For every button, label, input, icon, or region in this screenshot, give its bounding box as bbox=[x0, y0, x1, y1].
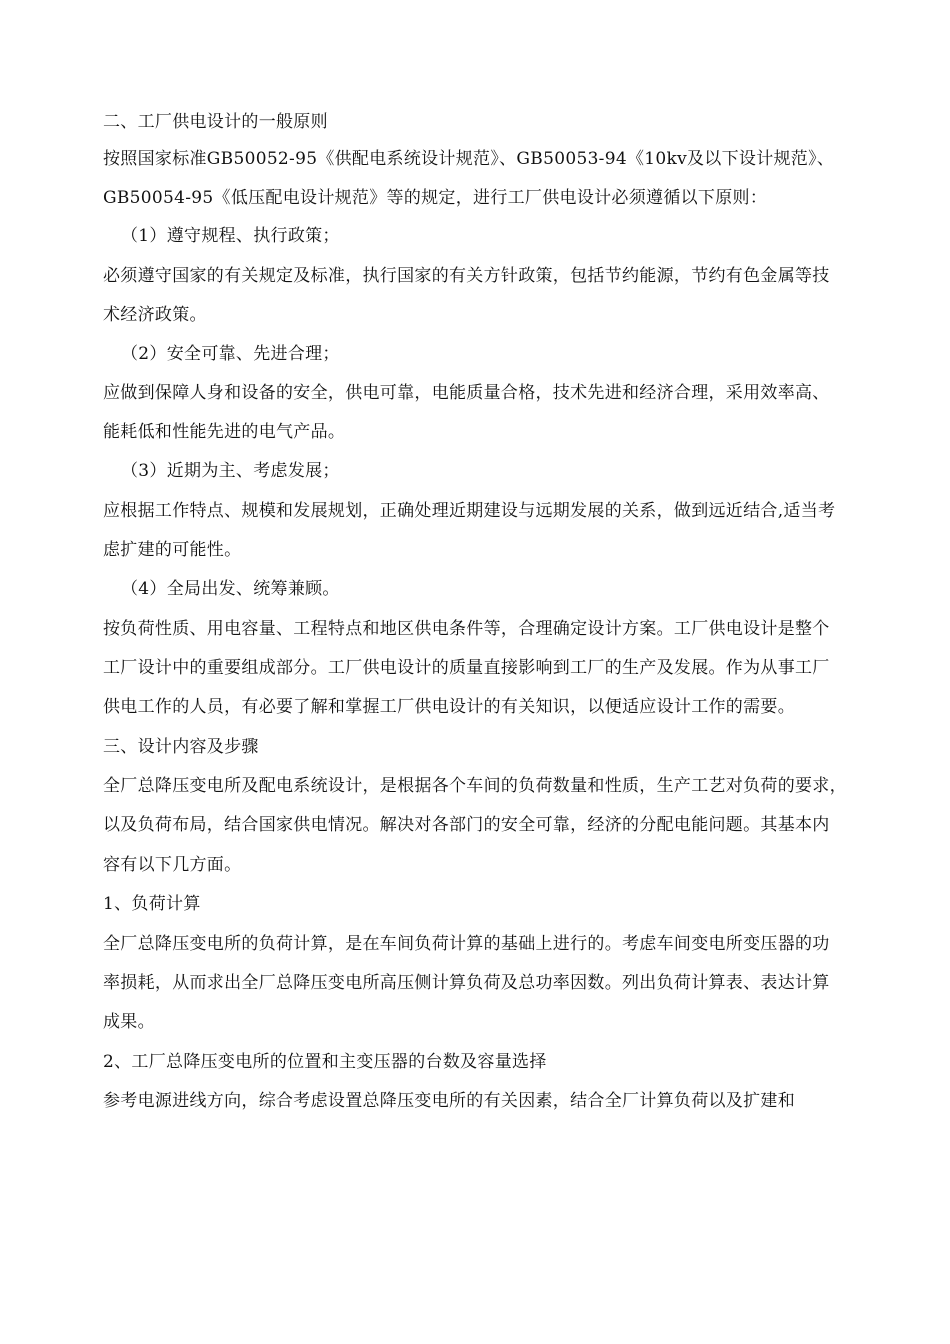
principle-heading-4: （4）全局出发、统筹兼顾。 bbox=[121, 579, 340, 599]
section-heading-3: 三、设计内容及步骤 bbox=[103, 737, 259, 757]
paragraph-line: 虑扩建的可能性。 bbox=[103, 540, 242, 560]
paragraph-line: 全厂总降压变电所及配电系统设计，是根据各个车间的负荷数量和性质，生产工艺对负荷的要求， bbox=[103, 776, 847, 796]
principle-heading-2: （2）安全可靠、先进合理； bbox=[121, 344, 340, 364]
subsection-heading-2: 2、工厂总降压变电所的位置和主变压器的台数及容量选择 bbox=[103, 1052, 547, 1072]
paragraph-line: 应根据工作特点、规模和发展规划，正确处理近期建设与远期发展的关系，做到远近结合,适当考 bbox=[103, 501, 836, 521]
paragraph-line: 成果。 bbox=[103, 1012, 155, 1032]
section-heading-2: 二、工厂供电设计的一般原则 bbox=[103, 112, 328, 132]
paragraph-line: 能耗低和性能先进的电气产品。 bbox=[103, 422, 346, 442]
paragraph-line: 以及负荷布局，结合国家供电情况。解决对各部门的安全可靠，经济的分配电能问题。其基本内 bbox=[103, 815, 830, 835]
paragraph-line: 容有以下几方面。 bbox=[103, 855, 242, 875]
subsection-heading-1: 1、负荷计算 bbox=[103, 894, 201, 914]
paragraph-line: 按负荷性质、用电容量、工程特点和地区供电条件等，合理确定设计方案。工厂供电设计是整个 bbox=[103, 619, 830, 639]
paragraph-line: GB50054-95《低压配电设计规范》等的规定，进行工厂供电设计必须遵循以下原则： bbox=[103, 188, 768, 208]
paragraph-line: 率损耗，从而求出全厂总降压变电所高压侧计算负荷及总功率因数。列出负荷计算表、表达计算 bbox=[103, 973, 830, 993]
paragraph-line: 按照国家标准GB50052-95《供配电系统设计规范》、GB50053-94《10kv及以下设计规范》、 bbox=[103, 149, 835, 169]
paragraph-line: 全厂总降压变电所的负荷计算，是在车间负荷计算的基础上进行的。考虑车间变电所变压器的功 bbox=[103, 934, 830, 954]
paragraph-line: 应做到保障人身和设备的安全，供电可靠，电能质量合格，技术先进和经济合理，采用效率高、 bbox=[103, 383, 830, 403]
paragraph-line: 参考电源进线方向，综合考虑设置总降压变电所的有关因素，结合全厂计算负荷以及扩建和 bbox=[103, 1091, 795, 1111]
paragraph-line: 工厂设计中的重要组成部分。工厂供电设计的质量直接影响到工厂的生产及发展。作为从事工厂 bbox=[103, 658, 830, 678]
principle-heading-3: （3）近期为主、考虑发展； bbox=[121, 461, 340, 481]
principle-heading-1: （1）遵守规程、执行政策； bbox=[121, 226, 340, 246]
paragraph-line: 必须遵守国家的有关规定及标准，执行国家的有关方针政策，包括节约能源，节约有色金属等技 bbox=[103, 266, 830, 286]
paragraph-line: 供电工作的人员，有必要了解和掌握工厂供电设计的有关知识，以便适应设计工作的需要。 bbox=[103, 697, 795, 717]
paragraph-line: 术经济政策。 bbox=[103, 305, 207, 325]
